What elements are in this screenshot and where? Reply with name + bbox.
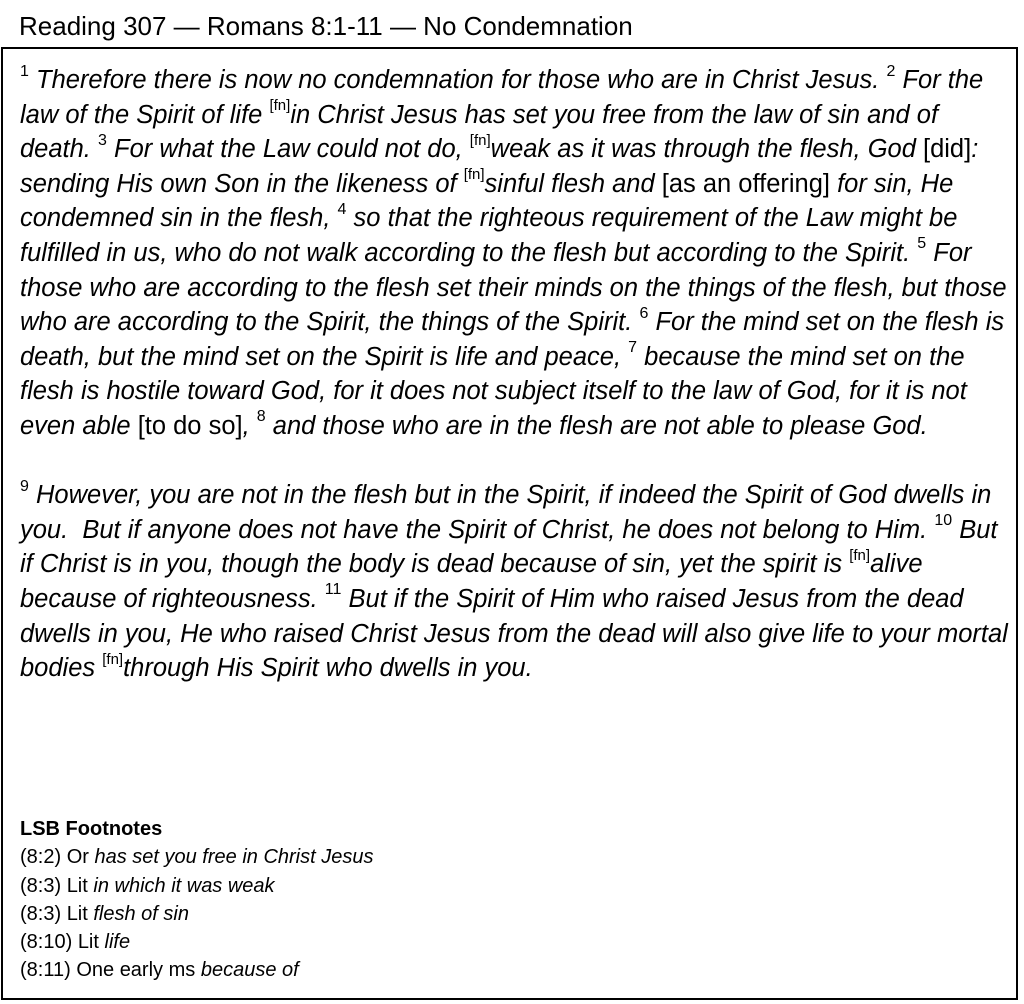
verse-text: through His Spirit who dwells in you. (123, 654, 533, 683)
footnote-text: life (104, 931, 131, 954)
footnote-marker[interactable]: [fn] (849, 546, 871, 564)
verse-number: 11 (324, 581, 342, 599)
footnote-item (20, 872, 1000, 900)
verse-number: 8 (256, 408, 266, 426)
bracketed-text: [to do so] (137, 411, 243, 440)
footnote-ref: (8:10) (20, 931, 73, 954)
footnote-prefix: Or (66, 846, 89, 869)
verse-number: 9 (20, 477, 29, 495)
footnote-prefix: Lit (66, 902, 88, 925)
verse-text: weak as it was through the flesh, God (490, 135, 923, 164)
footnotes-heading: LSB Footnotes (20, 818, 163, 840)
verse-number: 10 (934, 512, 953, 530)
footnote-item (20, 928, 1000, 956)
verse-text: and those who are in the flesh are not able to please God. (272, 411, 928, 440)
footnotes-section (20, 815, 1000, 985)
footnote-marker[interactable]: [fn] (269, 97, 291, 115)
verse-number: 2 (886, 62, 896, 80)
footnote-marker[interactable]: [fn] (102, 650, 124, 668)
paragraph-2 (20, 478, 1010, 686)
footnote-ref: (8:3) (20, 902, 62, 925)
footnote-item (20, 956, 1000, 984)
verse-text: But if the Spirit of Him who raised Jesus from the dead dwells in you, He who raised Christ Jesus from the dead will also give life to your mortal bodies (20, 584, 1008, 683)
footnote-ref: (8:11) (20, 959, 71, 982)
verse-number: 7 (628, 339, 638, 357)
page-title: Reading 307 — Romans 8:1-11 — No Condemnation (19, 11, 633, 41)
verse-number: 4 (337, 200, 347, 218)
footnote-prefix: One early ms (76, 959, 196, 982)
verse-text: for sin, He condemned sin in the flesh, (20, 169, 954, 233)
verse-number: 6 (639, 304, 649, 322)
verse-text: alive because of righteousness. (20, 550, 923, 613)
verse-text: Therefore there is now no condemnation for those who are in Christ Jesus. (36, 66, 880, 94)
scripture-text (20, 63, 1010, 686)
footnote-prefix: Lit (66, 874, 88, 897)
footnote-item (20, 843, 1000, 871)
footnote-prefix: Lit (77, 931, 99, 954)
footnote-item (20, 900, 1000, 928)
verse-number: 3 (98, 131, 107, 149)
reading-box (1, 47, 1018, 1000)
bracketed-text: [as an offering] (661, 169, 830, 198)
footnote-ref: (8:3) (20, 874, 62, 897)
footnote-marker[interactable]: [fn] (469, 131, 491, 149)
footnote-text: in which it was weak (93, 874, 275, 897)
footnote-text: has set you free in Christ Jesus (94, 846, 374, 869)
verse-text: so that the righteous requirement of the Law might be fulfilled in us, who do not walk according to the flesh but according to the Spirit. (20, 204, 958, 267)
verse-text: For those who are according to the flesh set their minds on the things of the flesh, but those who are according to the Spirit, the things of the Spirit. (20, 238, 1007, 337)
verse-text: However, you are not in the flesh but in the Spirit, if indeed the Spirit of God dwells in you. But if anyone does not have the Spirit of Christ, he does not belong to Him. (20, 481, 999, 544)
bracketed-text: [did] (922, 135, 972, 164)
verse-text: But if Christ is in you, though the body is dead because of sin, yet the spirit is (20, 515, 998, 579)
verse-text: For what the Law could not do, (114, 135, 470, 164)
verse-text: For the mind set on the flesh is death, but the mind set on the Spirit is life and peace, (20, 308, 1005, 371)
footnote-ref: (8:2) (20, 846, 62, 869)
verse-text: sinful flesh and (484, 169, 662, 198)
verse-text: because the mind set on the flesh is hostile toward God, for it does not subject itself to the law of God, for it is not even able (20, 342, 967, 440)
verse-text: : sending His own Son in the likeness of (20, 135, 979, 198)
paragraph-1 (20, 63, 1010, 444)
verse-text: in Christ Jesus has set you free from the law of sin and of death. (20, 100, 939, 164)
footnote-text: because of (200, 959, 299, 982)
verse-text: , (242, 411, 250, 440)
footnote-text: flesh of sin (93, 902, 189, 925)
verse-number: 1 (20, 62, 29, 80)
verse-text: For the law of the Spirit of life (20, 66, 984, 129)
verse-number: 5 (917, 235, 927, 253)
footnote-marker[interactable]: [fn] (463, 166, 485, 184)
